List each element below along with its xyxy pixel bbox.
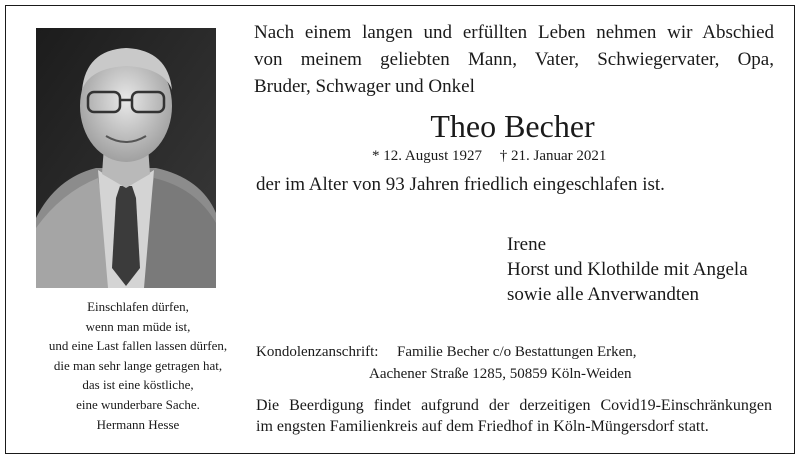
age-statement: der im Alter von 93 Jahren friedlich eingeschlafen ist. bbox=[256, 174, 665, 195]
funeral-line: Die Beerdigung findet aufgrund der derzeitigen Covid19-Einschränkungen bbox=[256, 397, 772, 414]
mourner: Irene bbox=[507, 234, 547, 255]
life-dates bbox=[372, 148, 606, 165]
condolence-line-1: Familie Becher c/o Bestattungen Erken, bbox=[397, 344, 637, 360]
poem-author: Hermann Hesse bbox=[96, 417, 180, 432]
birth-date: * 12. August 1927 bbox=[372, 148, 483, 164]
intro-text bbox=[254, 19, 774, 100]
poem-line: wenn man müde ist, bbox=[85, 318, 191, 334]
portrait-photo bbox=[36, 28, 216, 288]
condolence-label: Kondolenzanschrift: bbox=[256, 344, 379, 360]
portrait-illustration bbox=[36, 28, 216, 288]
mourner: sowie alle Anverwandten bbox=[507, 284, 700, 305]
condolence-line-2: Aachener Straße 1285, 50859 Köln-Weiden bbox=[369, 366, 632, 382]
intro-line: Bruder, Schwager und Onkel bbox=[254, 76, 475, 97]
poem-line: Einschlafen dürfen, bbox=[87, 299, 189, 314]
mourner: Horst und Klothilde mit Angela bbox=[507, 259, 748, 280]
mourners-list bbox=[507, 232, 748, 307]
intro-line: von meinem geliebten Mann, Vater, Schwiegervater, Opa, bbox=[254, 49, 774, 70]
poem-line: und eine Last fallen lassen dürfen, bbox=[48, 338, 228, 353]
death-date: † 21. Januar 2021 bbox=[499, 148, 607, 164]
funeral-notice bbox=[256, 395, 772, 437]
intro-line: Nach einem langen und erfüllten Leben nehmen wir Abschied bbox=[254, 22, 774, 43]
funeral-line: im engsten Familienkreis auf dem Friedhof in Köln-Müngersdorf statt. bbox=[256, 418, 709, 435]
poem-line: das ist eine köstliche, bbox=[82, 377, 194, 392]
poem bbox=[15, 297, 261, 414]
poem-line: eine wunderbare Sache. bbox=[76, 396, 200, 412]
deceased-name: Theo Becher bbox=[430, 108, 595, 144]
poem-line: die man sehr lange getragen hat, bbox=[53, 357, 223, 373]
